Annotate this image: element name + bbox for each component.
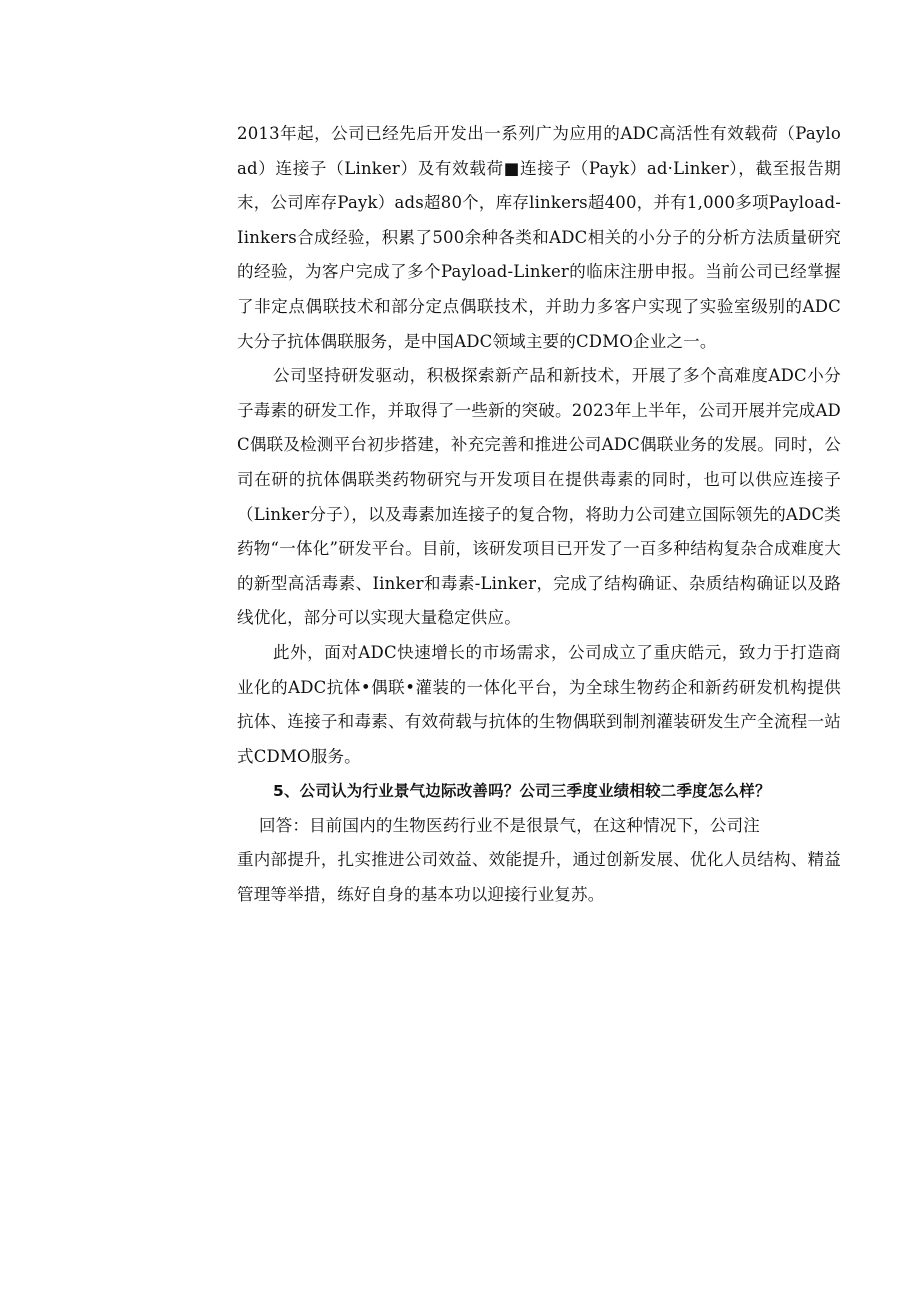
- paragraph-adc-payload-history: 2013年起，公司已经先后开发出一系列广为应用的ADC高活性有效载荷（Payload）连接子（Linker）及有效载荷■连接子（Payk）ad·Linker），截至报告期末，公司库存Payk）ads超80个，库存linkers超400，并有1,000多项Payload-Iinkers合成经验，积累了500余种各类和ADC相关的小分子的分析方法质量研究的经验，为客户完成了多个Payload-Linker的临床注册申报。当前公司已经掌握了非定点偶联技术和部分定点偶联技术，并助力多客户实现了实验室级别的ADC大分子抗体偶联服务，是中国ADC领域主要的CDMO企业之一。: [237, 124, 841, 351]
- answer-continuation: 重内部提升，扎实推进公司效益、效能提升，通过创新发展、优化人员结构、精益管理等举措，练好自身的基本功以迎接行业复苏。: [237, 850, 841, 905]
- question-heading: 5、公司认为行业景气边际改善吗？公司三季度业绩相较二季度怎么样？: [273, 782, 771, 801]
- document-body: [237, 117, 841, 913]
- paragraph-chongqing-platform: 此外，面对ADC快速增长的市场需求，公司成立了重庆皓元，致力于打造商业化的ADC抗体•偶联•灌装的一体化平台，为全球生物药企和新药研发机构提供抗体、连接子和毒素、有效荷载与抗体的生物偶联到制剂灌装研发生产全流程一站式CDMO服务。: [237, 642, 841, 766]
- paragraph-rd-progress: 公司坚持研发驱动，积极探索新产品和新技术，开展了多个高难度ADC小分子毒素的研发工作，并取得了一些新的突破。2023年上半年，公司开展并完成ADC偶联及检测平台初步搭建，补充完善和推进公司ADC偶联业务的发展。同时，公司在研的抗体偶联类药物研究与开发项目在提供毒素的同时，也可以供应连接子（Linker分子），以及毒素加连接子的复合物，将助力公司建立国际领先的ADC类药物“一体化”研发平台。目前，该研发项目已开发了一百多种结构复杂合成难度大的新型高活毒素、Iinker和毒素-Linker，完成了结构确证、杂质结构确证以及路线优化，部分可以实现大量稳定供应。: [237, 366, 841, 628]
- answer-first-line: 回答：目前国内的生物医药行业不是很景气，在这种情况下，公司注: [259, 815, 760, 835]
